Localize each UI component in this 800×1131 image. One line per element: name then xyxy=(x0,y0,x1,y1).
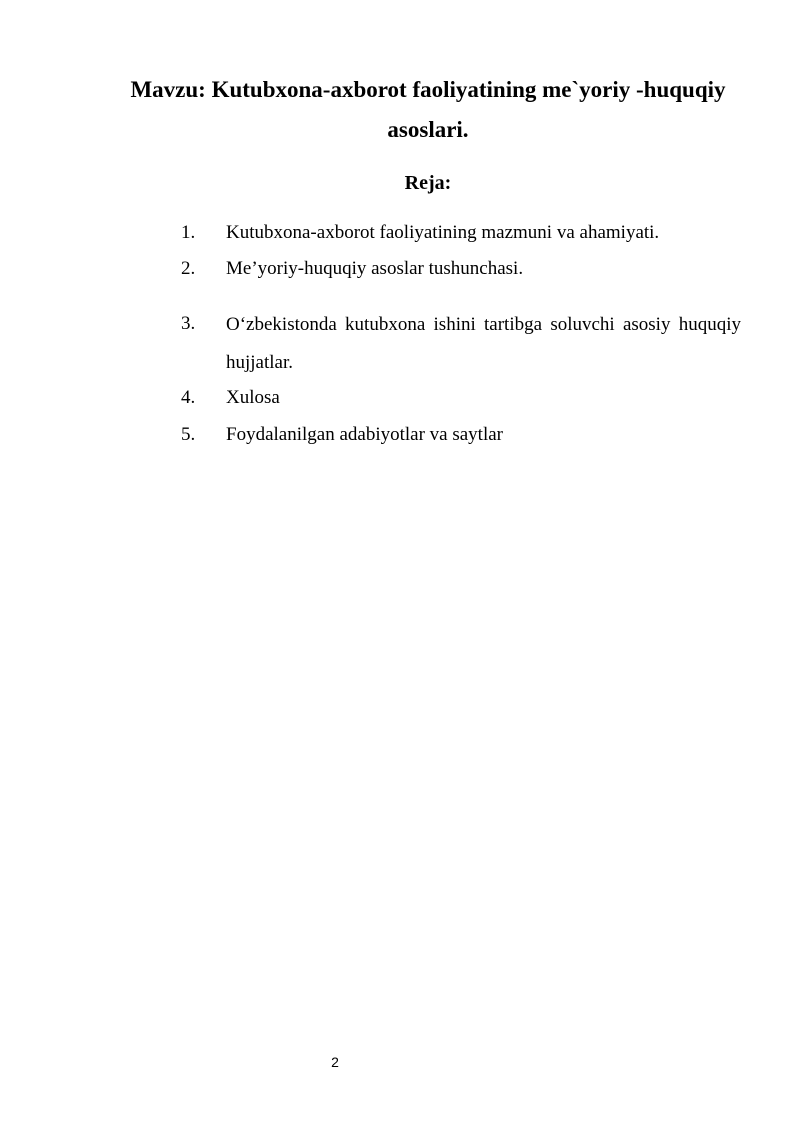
plan-item-5 xyxy=(181,417,741,453)
plan-item-text: O‘zbekistonda kutubxona ishini tartibga soluvchi asosiy huquqiy hujjatlar. xyxy=(226,314,741,373)
title-line-2: asoslari. xyxy=(387,117,469,142)
plan-item-1 xyxy=(181,215,741,251)
plan-item-number: 5. xyxy=(181,424,196,445)
plan-item-text: Xulosa xyxy=(226,387,280,408)
page-number: 2 xyxy=(331,1054,339,1070)
plan-item-number: 4. xyxy=(181,387,196,408)
plan-item-text: Foydalanilgan adabiyotlar va saytlar xyxy=(226,424,503,445)
plan-item-number: 3. xyxy=(181,313,196,334)
plan-item-4 xyxy=(181,380,741,416)
plan-item-number: 2. xyxy=(181,258,196,279)
plan-item-text: Me’yoriy-huquqiy asoslar tushunchasi. xyxy=(226,258,524,279)
document-title xyxy=(100,70,756,150)
title-line-1: Mavzu: Kutubxona-axborot faoliyatining me`yoriy -huquqiy xyxy=(130,77,726,102)
plan-item-number: 1. xyxy=(181,222,196,243)
plan-heading: Reja: xyxy=(404,172,452,194)
plan-item-3 xyxy=(181,306,741,382)
plan-item-text: Kutubxona-axborot faoliyatining mazmuni va ahamiyati. xyxy=(226,222,660,243)
plan-item-2 xyxy=(181,251,741,287)
